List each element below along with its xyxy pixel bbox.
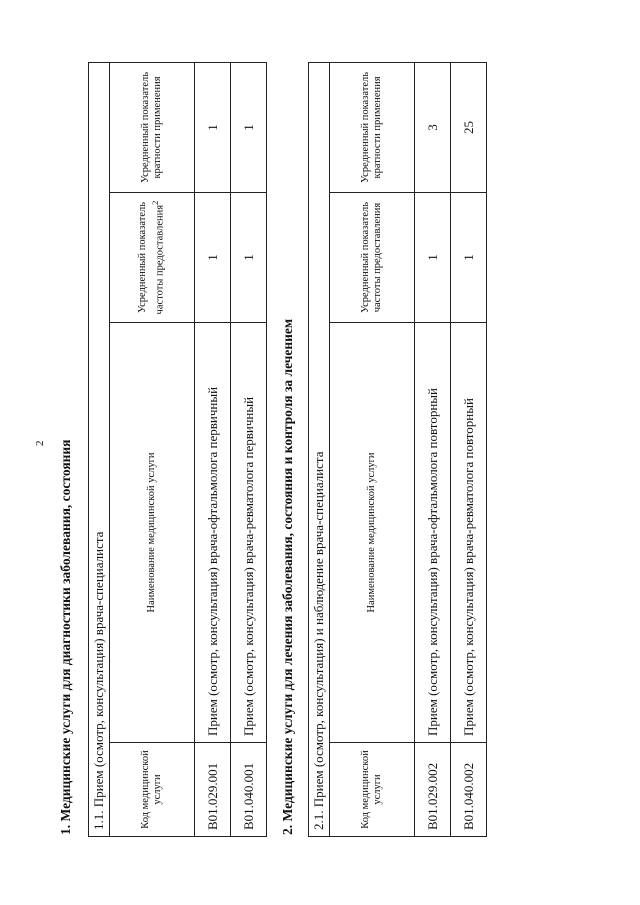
- multiplicity-value: 1: [231, 62, 267, 192]
- frequency-value: 1: [451, 193, 487, 323]
- column-header-multiplicity: Усредненный показатель кратности применения: [110, 62, 195, 192]
- frequency-value: 1: [415, 193, 451, 323]
- section-1-heading: 1. Медицинские услуги для диагностики заболевания, состояния: [58, 439, 73, 835]
- table-row: [195, 62, 231, 836]
- service-name: Прием (осмотр, консультация) врача-офтальмолога повторный: [415, 323, 451, 743]
- table-row: [231, 62, 267, 836]
- column-header-frequency: Усредненный показатель частоты предоставления: [330, 193, 415, 323]
- footnote-marker: 2: [150, 200, 161, 205]
- column-header-multiplicity: Усредненный показатель кратности применения: [330, 62, 415, 192]
- service-name: Прием (осмотр, консультация) врача-ревматолога первичный: [231, 323, 267, 743]
- service-code: B01.029.002: [415, 743, 451, 837]
- column-header-code: Код медицинской услуги: [330, 743, 415, 837]
- section-1-subheading: 1.1. Прием (осмотр, консультация) врача-специалиста: [89, 62, 110, 836]
- service-name: Прием (осмотр, консультация) врача-ревматолога повторный: [451, 323, 487, 743]
- page-number: 2: [34, 440, 46, 446]
- section-2-heading: 2. Медицинские услуги для лечения заболевания, состояния и контроля за лечением: [280, 318, 295, 835]
- column-header-name: Наименование медицинской услуги: [110, 323, 195, 743]
- section-2-table: [308, 62, 487, 837]
- table-row: [415, 62, 451, 836]
- service-name: Прием (осмотр, консультация) врача-офтальмолога первичный: [195, 323, 231, 743]
- table-row: [451, 62, 487, 836]
- service-code: B01.029.001: [195, 743, 231, 837]
- multiplicity-value: 3: [415, 62, 451, 192]
- frequency-value: 1: [231, 193, 267, 323]
- multiplicity-value: 1: [195, 62, 231, 192]
- column-header-code: Код медицинской услуги: [110, 743, 195, 837]
- column-header-frequency: [110, 193, 195, 323]
- column-header-frequency-label: Усредненный показатель частоты предоставления: [137, 201, 166, 315]
- section-2-subheading: 2.1. Прием (осмотр, консультация) и наблюдение врача-специалиста: [309, 62, 330, 836]
- column-header-name: Наименование медицинской услуги: [330, 323, 415, 743]
- frequency-value: 1: [195, 193, 231, 323]
- section-1-table: [88, 62, 267, 837]
- service-code: B01.040.001: [231, 743, 267, 837]
- service-code: B01.040.002: [451, 743, 487, 837]
- multiplicity-value: 25: [451, 62, 487, 192]
